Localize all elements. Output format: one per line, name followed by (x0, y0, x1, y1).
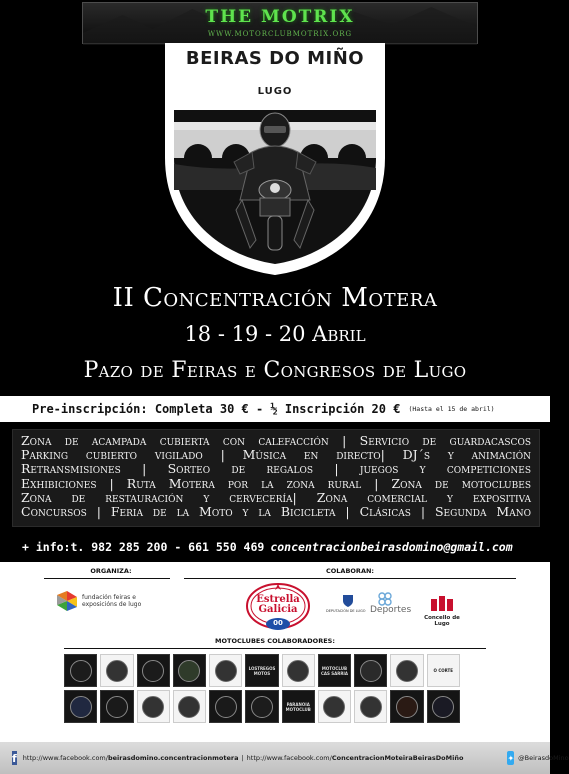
badge-city: LUGO (257, 86, 293, 97)
motoclub-logo (427, 654, 460, 687)
estrella-text (246, 595, 310, 615)
feature-line: Zona de acampada cubierta con calefacción | Servicio de guardacascos (21, 433, 531, 448)
organiza-label: ORGANIZA: (90, 567, 132, 575)
features-list (12, 429, 540, 527)
concello-lugo-logo (418, 594, 466, 627)
facebook-link-1-page: beirasdomino.concentracionmotera (107, 754, 239, 762)
motoclub-emblem-icon (106, 660, 128, 682)
preinscription-text: Pre-inscripción: Completa 30 € - ½ Inscripción 20 € (32, 402, 401, 416)
motoclub-logo (209, 654, 242, 687)
motoclub-logo (354, 654, 387, 687)
facebook-link-1[interactable] (23, 754, 239, 762)
motoclub-logo (64, 654, 97, 687)
motoclub-label: PARANOIA MOTOCLUB (285, 701, 311, 712)
feature-line: Zona de restauración y cervecería| Zona comercial y expositiva (21, 489, 531, 505)
facebook-icon[interactable]: f (12, 752, 17, 765)
fundacion-logo (56, 588, 166, 614)
fundacion-text: fundación feiras e exposicións de lugo (82, 594, 142, 608)
motoclub-emblem-icon (215, 660, 237, 682)
sponsors-panel (0, 562, 550, 742)
colaboran-label: COLABORAN: (325, 567, 375, 575)
motoclub-logo (354, 690, 387, 723)
motoclub-logo (245, 690, 278, 723)
estrella-galicia-logo (246, 582, 310, 632)
facebook-link-2[interactable] (247, 754, 464, 762)
motoclub-logo (137, 690, 170, 723)
concello-text: Concello de Lugo (424, 615, 460, 627)
motoclub-logo (282, 690, 315, 723)
contact-phones: + info:t. 982 285 200 - 661 550 469 (22, 540, 265, 554)
beiras-do-mino-badge (160, 40, 390, 276)
motoclub-emblem-icon (251, 696, 273, 718)
motoclub-logo (318, 690, 351, 723)
motoclub-emblem-icon (360, 660, 382, 682)
motoclub-logo (100, 654, 133, 687)
organiza-divider (44, 578, 170, 579)
motoclub-emblem-icon (396, 696, 418, 718)
motoclub-logo (245, 654, 278, 687)
preinscription-note: (Hasta el 15 de abril) (408, 405, 495, 413)
motoclub-emblem-icon (142, 696, 164, 718)
motoclub-logo (173, 690, 206, 723)
motoclub-row (64, 690, 460, 723)
motoclub-logo (137, 654, 170, 687)
motoclub-emblem-icon (106, 696, 128, 718)
motoclub-logo (209, 690, 242, 723)
social-footer (0, 742, 569, 774)
coat-of-arms-icon (342, 594, 354, 608)
motoclub-label: O CORTE (433, 668, 454, 673)
twitter-icon[interactable]: ✦ (507, 751, 514, 765)
motoclub-emblem-icon (142, 660, 164, 682)
estrella-badge: 00 (273, 619, 283, 627)
contact-email[interactable]: concentracionbeirasdomino@gmail.com (270, 540, 513, 554)
motoclub-emblem-icon (178, 660, 200, 682)
motoclub-logo (282, 654, 315, 687)
motoclub-emblem-icon (360, 696, 382, 718)
fundacion-icon (56, 590, 78, 612)
facebook-link-1-prefix: http://www.facebook.com/ (22, 754, 108, 762)
motoclub-label: MOTOCLUB CAS SARRIA (320, 665, 348, 676)
twitter-handle[interactable]: @BeirasdoMino (518, 754, 569, 762)
event-title: II Concentración Motera (112, 283, 438, 313)
deputacion-deportes-logo (326, 592, 412, 616)
estrella-line1: Estrella (256, 594, 300, 605)
motoclub-logo (64, 690, 97, 723)
motoclub-label: LOSTREGOS MOTOS (248, 665, 276, 676)
facebook-link-2-page: ConcentracionMoteiraBeirasDoMiño (331, 754, 464, 762)
event-venue: Pazo de Feiras e Congresos de Lugo (83, 358, 467, 383)
motoclub-logo (390, 654, 423, 687)
deputacion-text: DEPUTACIÓN DE LUGO (326, 609, 366, 613)
motoclubes-divider (64, 648, 486, 649)
motoclub-row (64, 654, 460, 687)
banner-url: WWW.MOTORCLUBMOTRIX.ORG (207, 30, 353, 38)
the-motrix-banner (82, 2, 478, 44)
motoclub-logo (173, 654, 206, 687)
motoclubes-label: MOTOCLUBES COLABORADORES: (215, 637, 335, 645)
estrella-line2: Galicia (258, 604, 298, 615)
motoclub-emblem-icon (178, 696, 200, 718)
motoclub-emblem-icon (70, 696, 92, 718)
feature-line: Retransmisiones | Sorteo de regalos | juegos y competiciones (21, 461, 531, 477)
motoclub-emblem-icon (215, 696, 237, 718)
badge-name: BEIRAS DO MIÑO (185, 48, 365, 69)
feature-line: Exhibiciones | Ruta Motera por la zona rural | Zona de motoclubes (21, 475, 531, 491)
shield-icon (160, 40, 390, 276)
motoclub-logo (427, 690, 460, 723)
colaboran-divider (184, 578, 516, 579)
feature-line: Concursos | Feria de la Moto y la Bicicleta | Clásicas | Segunda Mano (21, 504, 531, 520)
banner-title: THE MOTRIX (205, 7, 355, 27)
motoclub-emblem-icon (70, 660, 92, 682)
motoclub-emblem-icon (323, 696, 345, 718)
motoclub-logo (318, 654, 351, 687)
deportes-text: Deportes (370, 605, 412, 615)
concello-icon (430, 594, 454, 612)
motoclub-logo (390, 690, 423, 723)
contact-info (0, 534, 550, 560)
motoclub-emblem-icon (396, 660, 418, 682)
motoclub-emblem-icon (287, 660, 309, 682)
event-dates: 18 - 19 - 20 Abril (184, 322, 366, 346)
feature-line: Parking cubierto vigilado | Música en directo| DJ´s y animación (21, 447, 531, 463)
preinscription-bar (0, 396, 550, 422)
motoclub-logo (100, 690, 133, 723)
motoclub-logos (64, 654, 460, 726)
deportes-icon (378, 592, 392, 606)
link-separator: | (241, 754, 244, 762)
facebook-link-2-prefix: http://www.facebook.com/ (246, 754, 332, 762)
motoclub-emblem-icon (432, 696, 454, 718)
